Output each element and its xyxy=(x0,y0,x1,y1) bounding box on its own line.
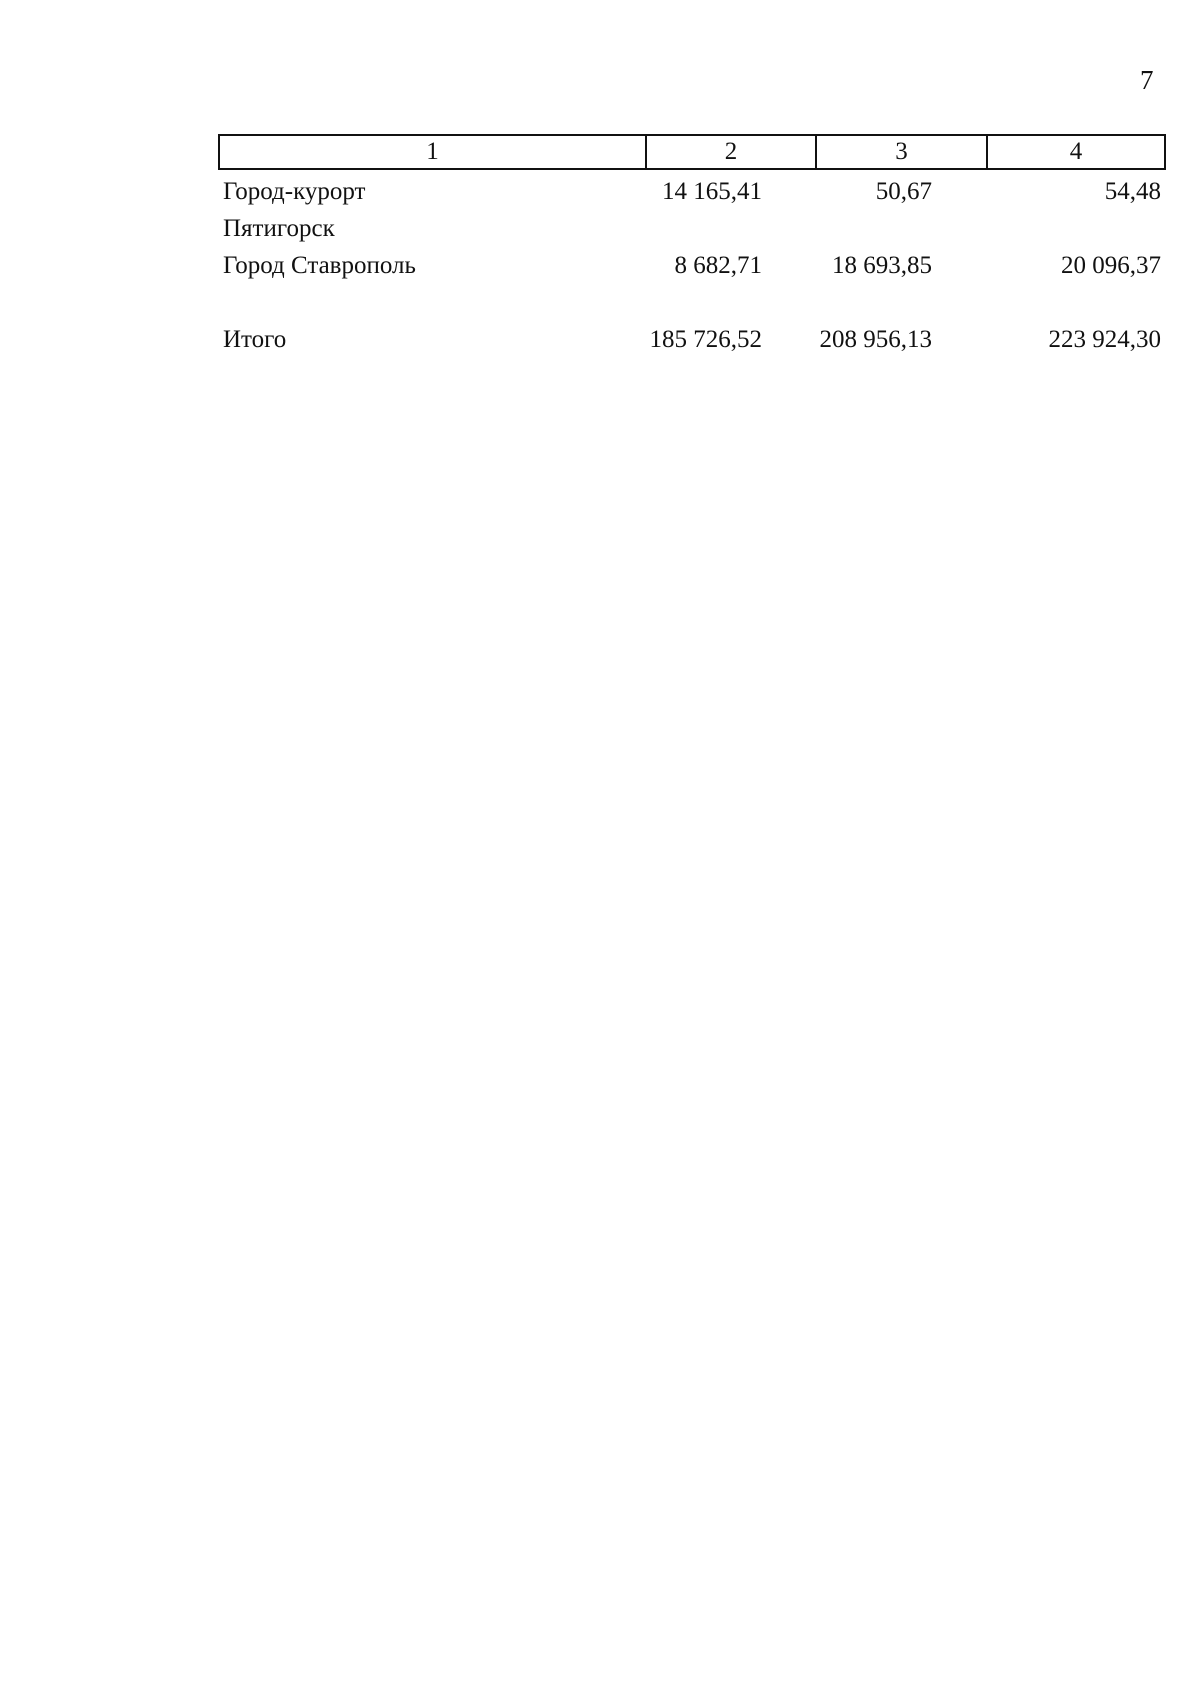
row-value-col3: 208 956,13 xyxy=(819,326,932,353)
row-value-col4: 54,48 xyxy=(1104,178,1161,205)
table-header-cell: 4 xyxy=(1069,138,1083,165)
page-number: 7 xyxy=(1140,65,1154,95)
row-name xyxy=(223,321,643,358)
row-name-line: Итого xyxy=(223,326,287,353)
table-header-row xyxy=(218,134,1166,170)
row-name-line: Город Ставрополь xyxy=(223,252,416,279)
table-header-cell: 1 xyxy=(220,136,647,168)
row-value-col2: 185 726,52 xyxy=(649,326,762,353)
row-name-line: Город-курорт xyxy=(223,178,366,205)
row-name xyxy=(223,173,643,247)
row-value-col4: 20 096,37 xyxy=(1061,252,1161,279)
row-name-line: Пятигорск xyxy=(223,215,335,242)
row-value-col3: 50,67 xyxy=(875,178,932,205)
table-header-cell: 3 xyxy=(817,136,988,168)
row-value-col4: 223 924,30 xyxy=(1048,326,1161,353)
row-value-col2: 8 682,71 xyxy=(674,252,762,279)
row-value-col3: 18 693,85 xyxy=(832,252,932,279)
row-name xyxy=(223,247,643,284)
table-header-cell: 2 xyxy=(647,136,817,168)
row-value-col2: 14 165,41 xyxy=(662,178,762,205)
